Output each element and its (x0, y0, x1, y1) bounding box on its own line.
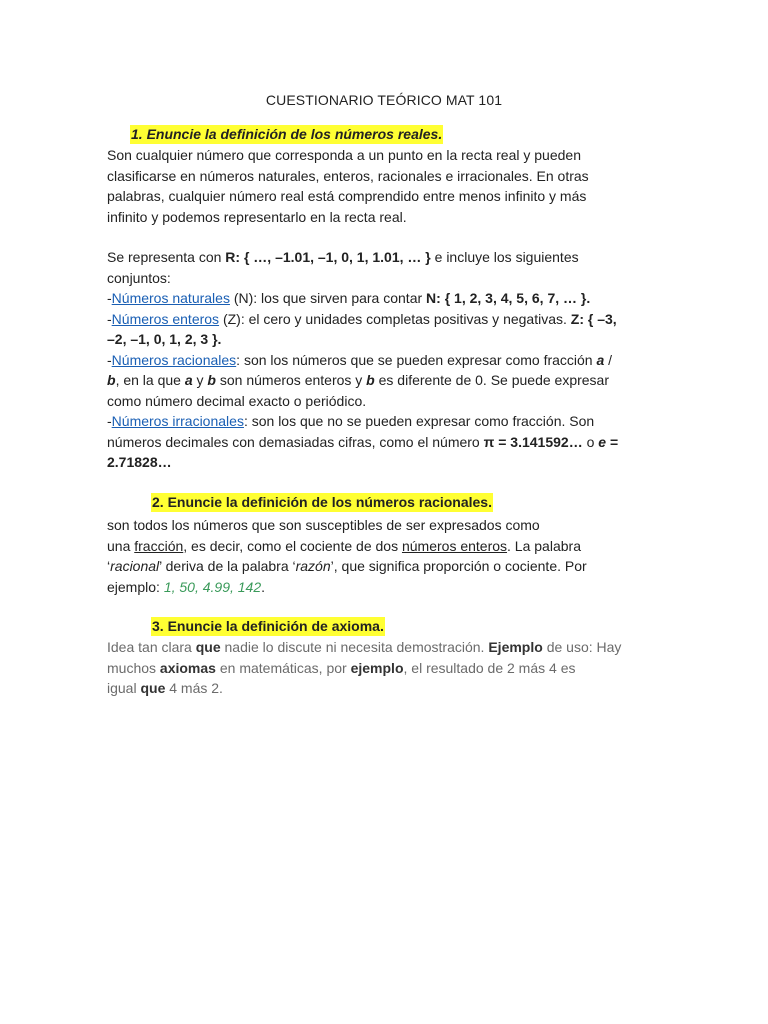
dash: - (107, 290, 112, 306)
text-line (107, 556, 667, 577)
set-notation-N: N: { 1, 2, 3, 4, 5, 6, 7, … }. (426, 290, 591, 306)
text: de uso: Hay (542, 639, 622, 655)
link-numeros-racionales[interactable]: Números racionales (111, 351, 237, 368)
set-notation-R: R: { …, –1.01, –1, 0, 1, 1.01, … } (225, 249, 431, 265)
text: ‘ (107, 558, 111, 574)
text: una (107, 537, 135, 554)
text: : son los números que se pueden expresar como fracción (236, 351, 597, 368)
text: , en la que (115, 372, 185, 388)
bold-word: ejemplo (350, 659, 404, 676)
bold-word: que (195, 639, 221, 655)
link-numeros-naturales[interactable]: Números naturales (111, 290, 230, 306)
rational-numbers-line (107, 350, 667, 371)
text: Idea tan clara (107, 639, 196, 655)
question-1-sets (107, 247, 667, 473)
text: muchos (107, 659, 160, 676)
text: , el resultado de 2 más 4 es (403, 659, 576, 676)
text: y (192, 372, 208, 388)
variable-b: b (107, 372, 116, 388)
text-line (107, 637, 672, 658)
bold-word: Ejemplo (488, 639, 543, 655)
dash: - (107, 310, 112, 327)
text: (Z): el cero y unidades completas positivas y negativas. (219, 310, 571, 327)
link-numeros-irracionales[interactable]: Números irracionales (111, 413, 244, 429)
dash: - (107, 351, 112, 368)
text: ejemplo: (107, 578, 164, 595)
text-line (107, 577, 667, 598)
text: o (582, 433, 599, 450)
text: igual (107, 680, 141, 696)
link-numeros-enteros-2[interactable]: números enteros (401, 537, 508, 554)
variable-b: b (366, 372, 375, 388)
text-line: como número decimal exacto o periódico. (107, 392, 367, 409)
equals-sign: = (606, 433, 619, 450)
bold-word: que (140, 680, 166, 696)
text-line (107, 452, 667, 473)
text: 4 más 2. (165, 680, 223, 696)
question-1-heading: 1. Enuncie la definición de los números reales. (131, 126, 443, 142)
text: . (261, 578, 266, 595)
text: : son los que no se pueden expresar como fracción. Son (243, 413, 595, 429)
text-line (107, 329, 667, 350)
text-line (107, 536, 667, 557)
text: ’, que significa proporción o cociente. Por (330, 558, 587, 574)
text-line: infinito y podemos representarlo en la recta real. (107, 208, 407, 225)
variable-e: e (598, 433, 607, 450)
text-line: palabras, cualquier número real está comprendido entre menos infinito y más (107, 188, 587, 204)
irrational-numbers-line (107, 411, 667, 432)
question-3-paragraph (107, 637, 672, 699)
text: nadie lo discute ni necesita demostración. (220, 639, 489, 655)
text-line (107, 658, 672, 679)
question-1-paragraph (107, 145, 667, 227)
question-2-paragraph (107, 515, 667, 597)
question-3-heading: 3. Enuncie la definición de axioma. (152, 618, 384, 634)
set-notation-Z-cont: –2, –1, 0, 1, 2, 3 }. (107, 331, 222, 347)
text-line (107, 678, 672, 699)
text: e incluye los siguientes (430, 249, 579, 265)
variable-b: b (207, 372, 216, 388)
variable-a: a (184, 372, 193, 388)
text-line (107, 370, 667, 391)
link-numeros-enteros[interactable]: Números enteros (111, 310, 220, 327)
e-value: 2.71828… (107, 454, 172, 470)
word-razon: razón (295, 558, 331, 574)
text: (N): los que sirven para contar (229, 290, 427, 306)
examples: 1, 50, 4.99, 142 (163, 578, 262, 595)
text: ’ deriva de la palabra ‘ (159, 558, 296, 574)
text-line (107, 432, 667, 453)
natural-numbers-line (107, 288, 667, 309)
bold-word: axiomas (159, 659, 216, 676)
dash: - (107, 413, 112, 429)
text: . La palabra (507, 537, 581, 554)
text: , es decir, como el cociente de dos (183, 537, 402, 554)
text: / (604, 351, 613, 368)
text-line: Son cualquier número que corresponda a un punto en la recta real y pueden (107, 147, 581, 163)
text: en matemáticas, por (215, 659, 351, 676)
set-notation-Z: Z: { –3, (570, 310, 617, 327)
link-fraccion[interactable]: fracción (134, 537, 184, 554)
text-line: conjuntos: (107, 269, 171, 286)
representation-line (107, 247, 667, 268)
word-racional: racional (110, 558, 160, 574)
pi-value: π = 3.141592… (483, 433, 583, 450)
text-line: clasificarse en números naturales, enteros, racionales e irracionales. En otras (107, 167, 589, 184)
variable-a: a (596, 351, 605, 368)
document-title: CUESTIONARIO TEÓRICO MAT 101 (265, 92, 503, 108)
question-2-heading: 2. Enuncie la definición de los números racionales. (152, 494, 492, 510)
text: es diferente de 0. Se puede expresar (374, 372, 610, 388)
integer-numbers-line (107, 309, 667, 330)
text: son números enteros y (215, 372, 367, 388)
text: números decimales con demasiadas cifras, como el número (107, 433, 484, 450)
text-line: son todos los números que son susceptibles de ser expresados como (107, 517, 540, 533)
text: Se representa con (107, 249, 226, 265)
